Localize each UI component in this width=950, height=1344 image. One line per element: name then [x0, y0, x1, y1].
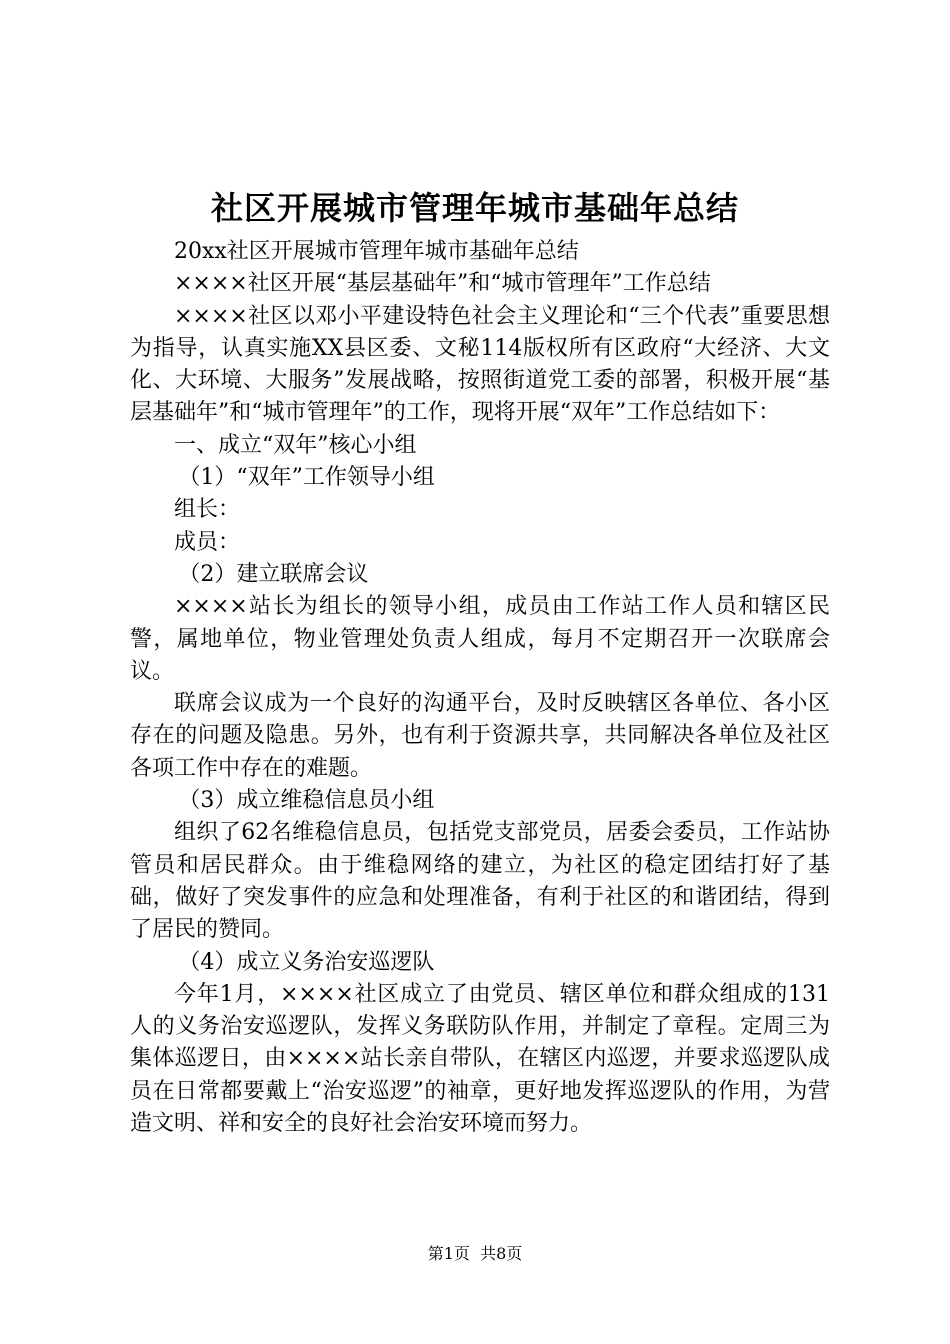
subsection-heading: （1）“双年”工作领导小组 — [178, 465, 435, 491]
paragraph: 成员： — [174, 529, 241, 555]
subsection-heading: （3）成立维稳信息员小组 — [178, 788, 435, 814]
paragraph: 组长： — [174, 497, 241, 523]
subsection-heading: （2）建立联席会议 — [178, 561, 369, 587]
paragraph: 联席会议成为一个良好的沟通平台，及时反映辖区各单位、各小区存在的问题及隐患。另外，也有利于资源共享，共同解决各单位及社区各项工作中存在的难题。 — [130, 691, 830, 781]
paragraph: ××××站长为组长的领导小组，成员由工作站工作人员和辖区民警，属地单位，物业管理处负责人组成，每月不定期召开一次联席会议。 — [130, 594, 830, 684]
subsection-heading: （4）成立义务治安巡逻队 — [178, 949, 435, 975]
document-body — [130, 236, 830, 1140]
paragraph: ××××社区开展“基层基础年”和“城市管理年”工作总结 — [174, 271, 711, 297]
paragraph: 今年1月，××××社区成立了由党员、辖区单位和群众组成的131人的义务治安巡逻队，发挥义务联防队作用，并制定了章程。定周三为集体巡逻日，由××××站长亲自带队，在辖区内巡逻，并要求巡逻队成员在日常都要戴上“治安巡逻”的袖章，更好地发挥巡逻队的作用，为营造文明、祥和安全的良好社会治安环境而努力。 — [130, 981, 830, 1137]
paragraph: ××××社区以邓小平建设特色社会主义理论和“三个代表”重要思想为指导，认真实施XX县区委、文秘114版权所有区政府“大经济、大文化、大环境、大服务”发展战略，按照街道党工委的部署，积极开展“基层基础年”和“城市管理年”的工作，现将开展“双年”工作总结如下： — [130, 303, 830, 426]
paragraph: 20xx社区开展城市管理年城市基础年总结 — [174, 239, 579, 264]
section-heading: 一、成立“双年”核心小组 — [174, 432, 417, 458]
page-footer: 第1页 共8页 — [427, 1244, 523, 1263]
paragraph: 组织了62名维稳信息员，包括党支部党员，居委会委员，工作站协管员和居民群众。由于维稳网络的建立，为社区的稳定团结打好了基础，做好了突发事件的应急和处理准备，有利于社区的和谐团结，得到了居民的赞同。 — [130, 820, 830, 943]
document-title: 社区开展城市管理年城市基础年总结 — [210, 189, 739, 227]
